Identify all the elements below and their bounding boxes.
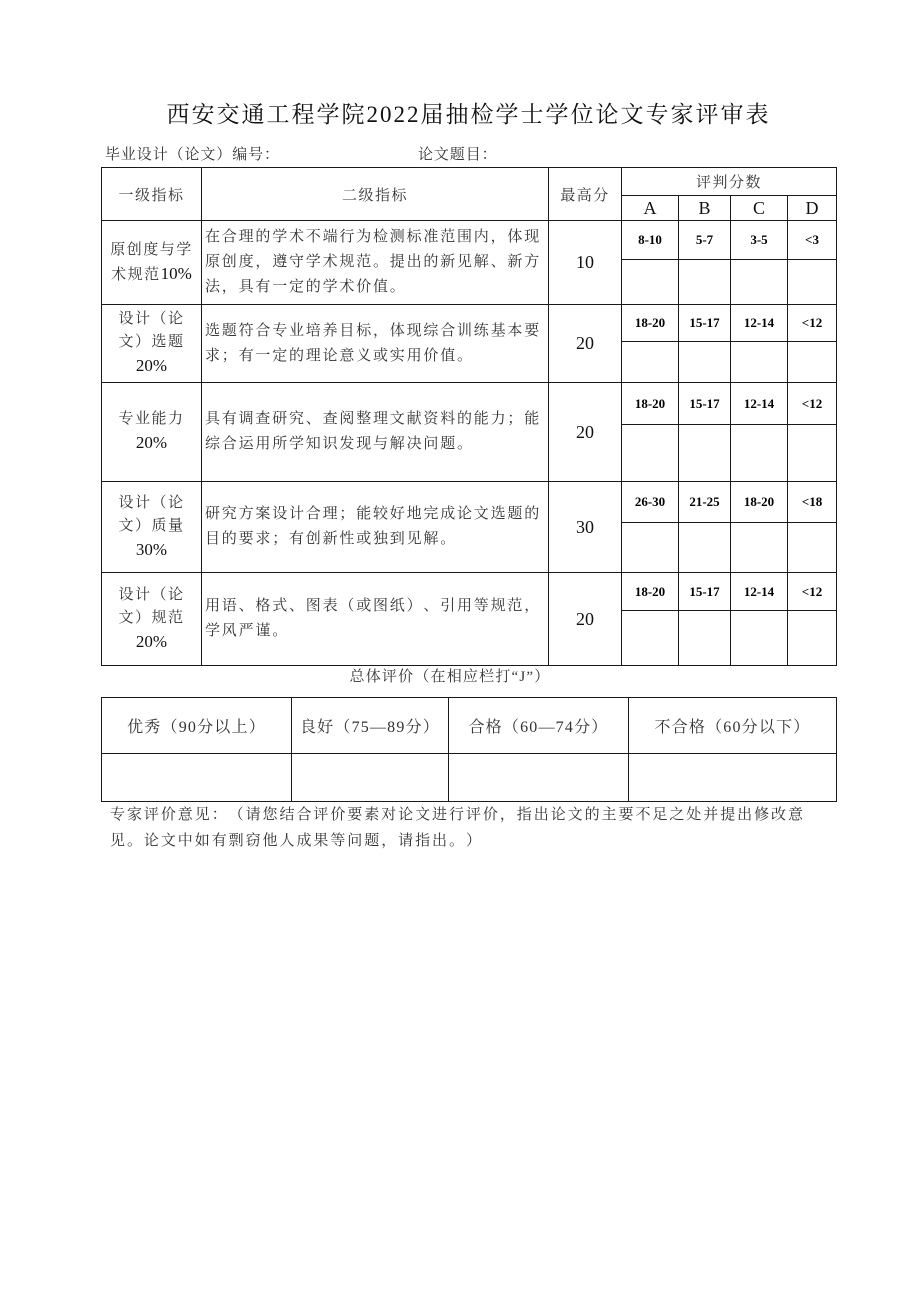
header-grade-b: B [679,196,731,221]
option-fail: 不合格（60分以下） [629,698,837,754]
max-score-competence: 20 [549,383,622,482]
score-cell-b [679,260,731,305]
score-cell-a [622,611,679,666]
score-cell-a [622,342,679,383]
score-cell-a [622,523,679,573]
indicator-weight: 30% [135,539,168,559]
table-row-quality [102,482,837,523]
range-b: 5-7 [679,221,731,260]
range-c: 12-14 [731,573,788,611]
indicator-weight: 20% [135,356,168,375]
score-cell-d [788,611,837,666]
indicator-standards [102,573,202,666]
range-d: <12 [788,383,837,425]
table-row-originality [102,221,837,260]
indicator-weight: 10% [160,263,192,283]
score-cell-d [788,260,837,305]
range-b: 15-17 [679,573,731,611]
table-row-topic [102,305,837,342]
tick-cell-pass [449,754,629,802]
thesis-number-label: 毕业设计（论文）编号： [105,147,280,163]
header-grade-a: A [622,196,679,221]
indicator-quality [102,482,202,573]
range-d: <3 [788,221,837,260]
range-c: 18-20 [731,482,788,523]
header-row [102,168,837,196]
score-cell-a [622,260,679,305]
indicator-originality [102,221,202,305]
indicator-weight: 20% [135,433,168,452]
max-score-standards: 20 [549,573,622,666]
indicator-topic [102,305,202,383]
range-d: <18 [788,482,837,523]
indicator-weight: 20% [135,631,168,651]
indicator-name: 原创度与学术规范 [110,241,193,283]
indicator-competence [102,383,202,482]
range-d: <12 [788,573,837,611]
range-c: 3-5 [731,221,788,260]
header-level2: 二级指标 [202,168,549,221]
max-score-originality: 10 [549,221,622,305]
expert-comments-instructions: 专家评价意见：（请您结合评价要素对论文进行评价，指出论文的主要不足之处并提出修改意见。论文中如有剽窃他人成果等问题，请指出。） [110,807,805,849]
score-cell-b [679,425,731,482]
max-score-topic: 20 [549,305,622,383]
indicator-name: 设计（论文）规范 [118,586,185,626]
indicator-name: 专业能力 [118,411,185,427]
range-a: 18-20 [622,383,679,425]
range-a: 18-20 [622,305,679,342]
overall-evaluation-table [101,697,837,802]
score-cell-a [622,425,679,482]
option-good: 良好（75—89分） [292,698,449,754]
score-cell-c [731,523,788,573]
score-cell-b [679,611,731,666]
range-b: 15-17 [679,383,731,425]
indicator-name: 设计（论文）质量 [118,494,185,534]
score-cell-c [731,611,788,666]
range-d: <12 [788,305,837,342]
criteria-originality: 在合理的学术不端行为检测标准范围内，体现原创度，遵守学术规范。提出的新见解、新方法，具有一定的学术价值。 [202,221,549,305]
header-max-score: 最高分 [549,168,622,221]
criteria-quality: 研究方案设计合理；能较好地完成论文选题的目的要求；有创新性或独到见解。 [202,482,549,573]
range-b: 21-25 [679,482,731,523]
range-a: 8-10 [622,221,679,260]
overall-tick-row [102,754,837,802]
range-b: 15-17 [679,305,731,342]
score-cell-b [679,342,731,383]
score-cell-d [788,342,837,383]
range-c: 12-14 [731,383,788,425]
score-cell-c [731,260,788,305]
max-score-quality: 30 [549,482,622,573]
score-cell-c [731,342,788,383]
indicator-name: 设计（论文）选题 [118,311,185,350]
tick-cell-excellent [102,754,292,802]
tick-cell-good [292,754,449,802]
option-pass: 合格（60—74分） [449,698,629,754]
score-cell-b [679,523,731,573]
criteria-topic: 选题符合专业培养目标，体现综合训练基本要求；有一定的理论意义或实用价值。 [202,305,549,383]
score-cell-d [788,523,837,573]
range-a: 18-20 [622,573,679,611]
criteria-competence: 具有调查研究、查阅整理文献资料的能力；能综合运用所学知识发现与解决问题。 [202,383,549,482]
table-row-competence [102,383,837,425]
score-cell-c [731,425,788,482]
score-cell-d [788,425,837,482]
range-c: 12-14 [731,305,788,342]
tick-cell-fail [629,754,837,802]
header-grade-c: C [731,196,788,221]
header-grade-d: D [788,196,837,221]
overall-options-row [102,698,837,754]
header-level1: 一级指标 [102,168,202,221]
range-a: 26-30 [622,482,679,523]
header-grading: 评判分数 [622,168,837,196]
score-table [101,167,837,666]
option-excellent: 优秀（90分以上） [102,698,292,754]
criteria-standards: 用语、格式、图表（或图纸）、引用等规范，学风严谨。 [202,573,549,666]
overall-evaluation-caption: 总体评价（在相应栏打“J”） [349,669,551,685]
table-row-standards [102,573,837,611]
thesis-title-label: 论文题目： [418,147,498,163]
document-title: 西安交通工程学院2022届抽检学士学位论文专家评审表 [166,102,771,127]
